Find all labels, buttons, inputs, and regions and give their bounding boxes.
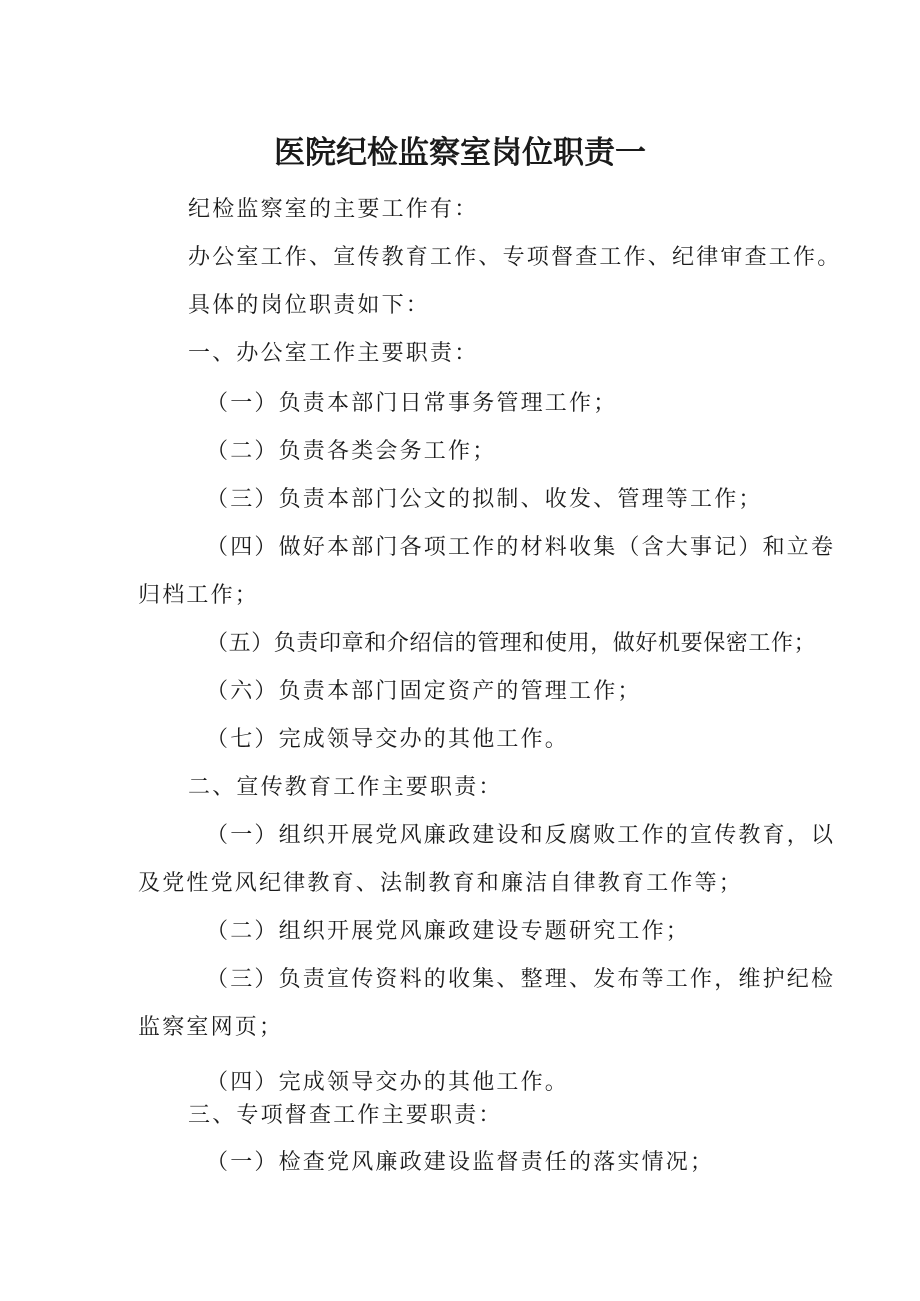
- list-item: （一）组织开展党风廉政建设和反腐败工作的宣传教育，以: [206, 823, 836, 848]
- paragraph-work-list: 办公室工作、宣传教育工作、专项督查工作、纪律审查工作。: [188, 245, 842, 270]
- section-heading-office: 一、办公室工作主要职责：: [188, 341, 479, 366]
- list-item: （五）负责印章和介绍信的管理和使用，做好机要保密工作；: [206, 631, 817, 656]
- list-item: （三）负责本部门公文的拟制、收发、管理等工作；: [206, 487, 763, 512]
- list-item: （七）完成领导交办的其他工作。: [206, 727, 570, 752]
- list-item: （一）检查党风廉政建设监督责任的落实情况；: [206, 1150, 715, 1175]
- section-heading-inspection: 三、专项督查工作主要职责：: [188, 1103, 503, 1128]
- list-item: （一）负责本部门日常事务管理工作；: [206, 391, 618, 416]
- list-item: （六）负责本部门固定资产的管理工作；: [206, 679, 642, 704]
- paragraph-intro: 纪检监察室的主要工作有：: [188, 197, 479, 222]
- document-title: 医院纪检监察室岗位职责一: [274, 135, 646, 171]
- list-item-continuation: 归档工作；: [138, 583, 260, 608]
- list-item: （二）组织开展党风廉政建设专题研究工作；: [206, 919, 691, 944]
- list-item: （四）做好本部门各项工作的材料收集（含大事记）和立卷: [206, 535, 836, 560]
- paragraph-duties-intro: 具体的岗位职责如下：: [188, 293, 431, 318]
- list-item: （四）完成领导交办的其他工作。: [206, 1070, 570, 1095]
- list-item-continuation: 及党性党风纪律教育、法制教育和廉洁自律教育工作等；: [138, 871, 744, 896]
- list-item: （二）负责各类会务工作；: [206, 439, 497, 464]
- list-item: （三）负责宣传资料的收集、整理、发布等工作，维护纪检: [206, 967, 836, 992]
- section-heading-publicity: 二、宣传教育工作主要职责：: [188, 775, 503, 800]
- list-item-continuation: 监察室网页；: [138, 1015, 284, 1040]
